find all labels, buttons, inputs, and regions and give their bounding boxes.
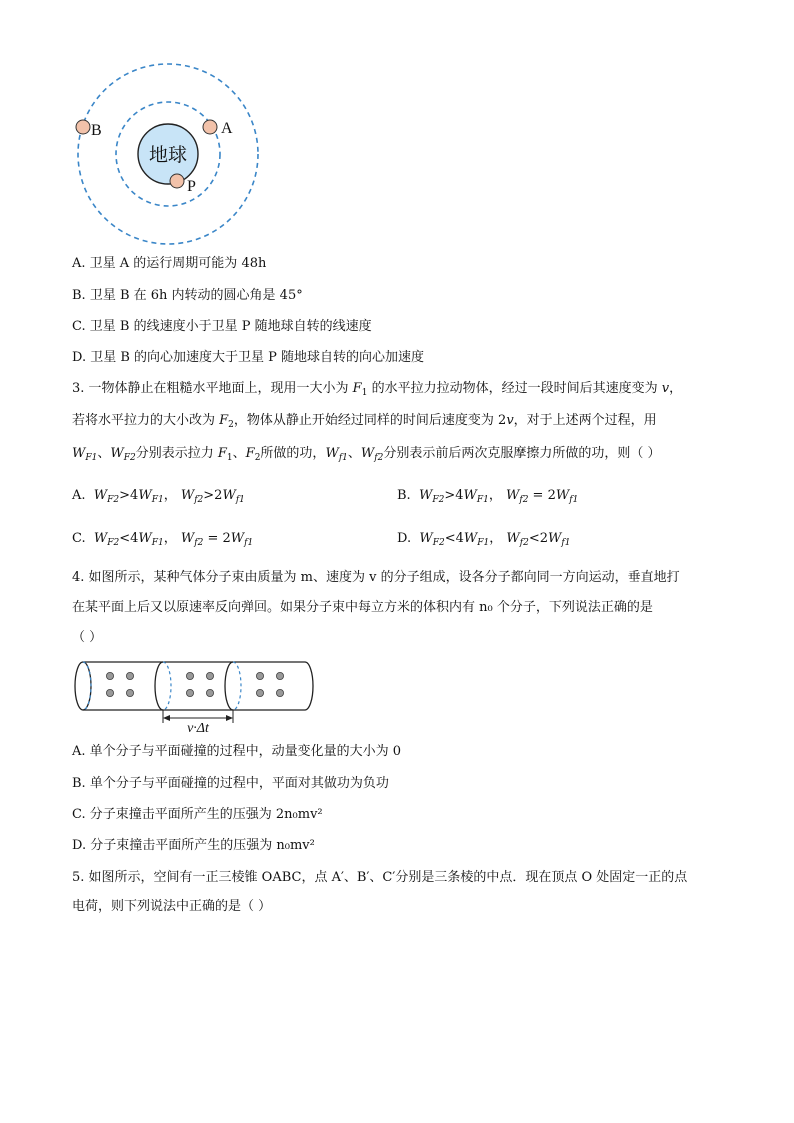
q5-line-1: 5. 如图所示，空间有一正三棱锥 OABC，点 A′、B′、C′分别是三条棱的中点．现在顶点 O 处固定一正的点 — [72, 870, 688, 885]
point-p-label: P — [187, 178, 196, 195]
q4-line-1: 4. 如图所示，某种气体分子束由质量为 m、速度为 v 的分子组成，设各分子都向同一方向运动，垂直地打 — [72, 570, 680, 585]
q5-line-2: 电荷，则下列说法中正确的是（ ） — [72, 899, 272, 914]
q2-option-c: C. 卫星 B 的线速度小于卫星 P 随地球自转的线速度 — [72, 319, 372, 334]
q4-option-b: B. 单个分子与平面碰撞的过程中，平面对其做功为负功 — [72, 776, 389, 791]
q3-option-b: B. $W_{F2}>4W_{F1}$， $W_{f2} = 2W_{f1}$ — [397, 488, 579, 505]
q2-option-b: B. 卫星 B 在 6h 内转动的圆心角是 45° — [72, 288, 303, 303]
q3-line-1: 3. 一物体静止在粗糙水平地面上，现用一大小为 $F_1$ 的水平拉力拉动物体，经过一段时间后其速度变为 v， — [72, 381, 683, 398]
q3-option-d: D. $W_{F2}<4W_{F1}$， $W_{f2}<2W_{f1}$ — [397, 531, 571, 548]
cylinder-figure — [70, 655, 325, 735]
satellite-b-label: B — [91, 122, 102, 139]
earth-label: 地球 — [148, 144, 188, 166]
point-p — [170, 174, 184, 188]
q3-line-2: 若将水平拉力的大小改为 $F_2$，物体从静止开始经过同样的时间后速度变为 2v，对于上述两个过程，用 — [72, 413, 657, 430]
q3-option-c: C. $W_{F2}<4W_{F1}$， $W_{f2} = 2W_{f1}$ — [72, 531, 254, 548]
orbit-figure — [70, 60, 270, 250]
dimension-label: v·Δt — [187, 721, 209, 735]
q4-option-d: D. 分子束撞击平面所产生的压强为 n₀mv² — [72, 838, 315, 853]
q4-line-2: 在某平面上后又以原速率反向弹回。如果分子束中每立方米的体积内有 n₀ 个分子，下列说法正确的是 — [72, 600, 653, 615]
q2-option-d: D. 卫星 B 的向心加速度大于卫星 P 随地球自转的向心加速度 — [72, 350, 425, 365]
q3-line-3: $W_{F1}$、$W_{F2}$分别表示拉力 $F_1$、$F_2$所做的功，$W_{f1}$、$W_{f2}$分别表示前后两次克服摩擦力所做的功，则（ ） — [72, 446, 661, 463]
q2-option-a: A. 卫星 A 的运行周期可能为 48h — [72, 256, 267, 271]
satellite-b — [76, 120, 90, 134]
satellite-a — [203, 120, 217, 134]
q4-option-c: C. 分子束撞击平面所产生的压强为 2n₀mv² — [72, 807, 323, 822]
q3-option-a: A. $W_{F2}>4W_{F1}$， $W_{f2}>2W_{f1}$ — [72, 488, 245, 505]
molecules — [106, 672, 283, 696]
q4-line-3: （ ） — [72, 630, 103, 645]
q4-option-a: A. 单个分子与平面碰撞的过程中，动量变化量的大小为 0 — [72, 744, 402, 759]
satellite-a-label: A — [221, 120, 233, 137]
